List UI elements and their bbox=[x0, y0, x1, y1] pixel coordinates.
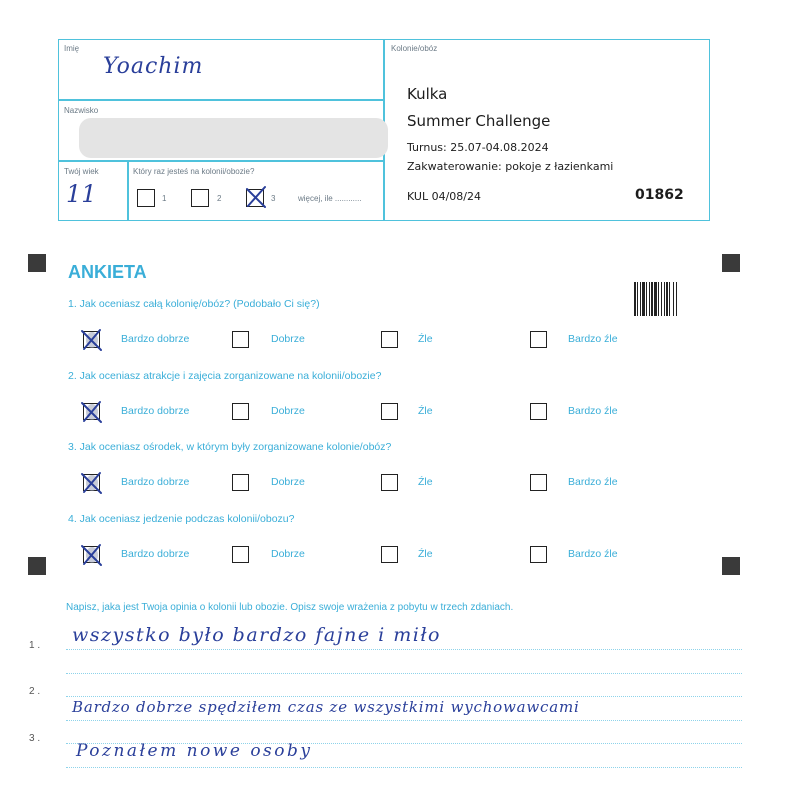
question-3-option-4-label: Bardzo źle bbox=[568, 476, 618, 488]
question-3-option-1-label: Bardzo dobrze bbox=[121, 476, 190, 488]
camp-code: KUL 04/08/24 bbox=[407, 190, 481, 203]
survey-title: ANKIETA bbox=[68, 262, 147, 282]
dotted-line-6 bbox=[66, 767, 742, 768]
opinion-line-1: wszystko było bardzo fajne i miło bbox=[72, 624, 441, 646]
barcode-bar bbox=[634, 282, 636, 316]
imie-handwritten: Yoachim bbox=[103, 54, 204, 79]
opinion-prompt: Napisz, jaka jest Twoja opinia o kolonii lub obozie. Opisz swoje wrażenia z pobytu w trzech zdaniach. bbox=[66, 602, 514, 613]
question-3-option-4-checkbox[interactable] bbox=[530, 474, 547, 491]
question-3-text: 3. Jak oceniasz ośrodek, w którym były zorganizowane kolonie/obóz? bbox=[68, 441, 392, 453]
barcode-bar bbox=[669, 282, 670, 316]
barcode-bar bbox=[664, 282, 665, 316]
question-2-option-2-checkbox[interactable] bbox=[232, 403, 249, 420]
question-3-option-2-label: Dobrze bbox=[271, 476, 305, 488]
line-number-1: 1 . bbox=[29, 640, 41, 651]
question-4-option-4-checkbox[interactable] bbox=[530, 546, 547, 563]
option-1-checkbox[interactable] bbox=[137, 189, 155, 207]
question-4-option-4-label: Bardzo źle bbox=[568, 548, 618, 560]
barcode-bar bbox=[661, 282, 662, 316]
question-3-option-2-checkbox[interactable] bbox=[232, 474, 249, 491]
question-4-text: 4. Jak oceniasz jedzenie podczas kolonii/obozu? bbox=[68, 513, 295, 525]
barcode-bar bbox=[649, 282, 650, 316]
question-2-option-3-label: Źle bbox=[418, 405, 433, 417]
option-3-label: 3 bbox=[271, 194, 276, 203]
turnus: Turnus: 25.07-04.08.2024 bbox=[407, 141, 549, 154]
question-4-option-3-checkbox[interactable] bbox=[381, 546, 398, 563]
zakwaterowanie: Zakwaterowanie: pokoje z łazienkami bbox=[407, 160, 614, 173]
barcode-bar bbox=[640, 282, 641, 316]
barcode-bar bbox=[673, 282, 674, 316]
question-1-option-3-checkbox[interactable] bbox=[381, 331, 398, 348]
header-divider-3 bbox=[127, 160, 129, 221]
option-1-label: 1 bbox=[162, 194, 167, 203]
question-1-option-3-label: Źle bbox=[418, 333, 433, 345]
barcode-bar bbox=[642, 282, 645, 316]
question-2-option-2-label: Dobrze bbox=[271, 405, 305, 417]
question-2-option-3-checkbox[interactable] bbox=[381, 403, 398, 420]
dotted-line-2 bbox=[66, 673, 742, 674]
nazwisko-redaction bbox=[79, 118, 388, 158]
option-more-label: więcej, ile ............ bbox=[298, 194, 362, 203]
registration-mark-top-right bbox=[722, 254, 740, 272]
dotted-line-1 bbox=[66, 649, 742, 650]
question-2-text: 2. Jak oceniasz atrakcje i zajęcia zorganizowane na kolonii/obozie? bbox=[68, 370, 382, 382]
ktory-raz-label: Który raz jesteś na kolonii/obozie? bbox=[133, 167, 255, 176]
question-4-check-mark-icon bbox=[79, 542, 105, 568]
barcode-bar bbox=[658, 282, 659, 316]
question-4-option-2-label: Dobrze bbox=[271, 548, 305, 560]
question-2-check-mark-icon bbox=[79, 399, 105, 425]
question-1-option-4-label: Bardzo źle bbox=[568, 333, 618, 345]
question-1-option-2-checkbox[interactable] bbox=[232, 331, 249, 348]
barcode bbox=[634, 282, 690, 316]
opinion-line-3: Poznałem nowe osoby bbox=[76, 741, 313, 761]
line-number-3: 3 . bbox=[29, 733, 41, 744]
question-3-option-3-checkbox[interactable] bbox=[381, 474, 398, 491]
barcode-bar bbox=[666, 282, 668, 316]
header-divider-1 bbox=[58, 99, 384, 101]
question-1-option-1-label: Bardzo dobrze bbox=[121, 333, 190, 345]
question-4-option-2-checkbox[interactable] bbox=[232, 546, 249, 563]
registration-mark-top-left bbox=[28, 254, 46, 272]
header-divider-2 bbox=[58, 160, 384, 162]
question-1-option-2-label: Dobrze bbox=[271, 333, 305, 345]
kolonie-label: Kolonie/obóz bbox=[391, 44, 438, 53]
wiek-handwritten: 11 bbox=[66, 180, 97, 208]
dotted-line-3 bbox=[66, 696, 742, 697]
question-4-option-3-label: Źle bbox=[418, 548, 433, 560]
barcode-bar bbox=[646, 282, 647, 316]
question-4-option-1-label: Bardzo dobrze bbox=[121, 548, 190, 560]
line-number-2: 2 . bbox=[29, 686, 41, 697]
barcode-bar bbox=[676, 282, 677, 316]
nazwisko-label: Nazwisko bbox=[64, 106, 99, 115]
opinion-line-2: Bardzo dobrze spędziłem czas ze wszystkimi wychowawcami bbox=[72, 698, 580, 716]
option-2-label: 2 bbox=[217, 194, 222, 203]
registration-mark-mid-left bbox=[28, 557, 46, 575]
wiek-label: Twój wiek bbox=[64, 167, 99, 176]
question-1-text: 1. Jak oceniasz całą kolonię/obóz? (Podobało Ci się?) bbox=[68, 298, 320, 310]
question-2-option-4-label: Bardzo źle bbox=[568, 405, 618, 417]
option-2-checkbox[interactable] bbox=[191, 189, 209, 207]
barcode-bar bbox=[651, 282, 653, 316]
barcode-bar bbox=[654, 282, 657, 316]
form-number: 01862 bbox=[635, 187, 684, 203]
barcode-bar bbox=[637, 282, 638, 316]
option-3-check-mark-icon bbox=[243, 184, 269, 210]
question-1-check-mark-icon bbox=[79, 327, 105, 353]
imie-label: Imię bbox=[64, 44, 80, 53]
camp-name: Kulka bbox=[407, 85, 448, 103]
question-1-option-4-checkbox[interactable] bbox=[530, 331, 547, 348]
question-3-option-3-label: Źle bbox=[418, 476, 433, 488]
question-2-option-1-label: Bardzo dobrze bbox=[121, 405, 190, 417]
camp-program: Summer Challenge bbox=[407, 112, 551, 130]
question-3-check-mark-icon bbox=[79, 470, 105, 496]
dotted-line-4 bbox=[66, 720, 742, 721]
question-2-option-4-checkbox[interactable] bbox=[530, 403, 547, 420]
registration-mark-mid-right bbox=[722, 557, 740, 575]
